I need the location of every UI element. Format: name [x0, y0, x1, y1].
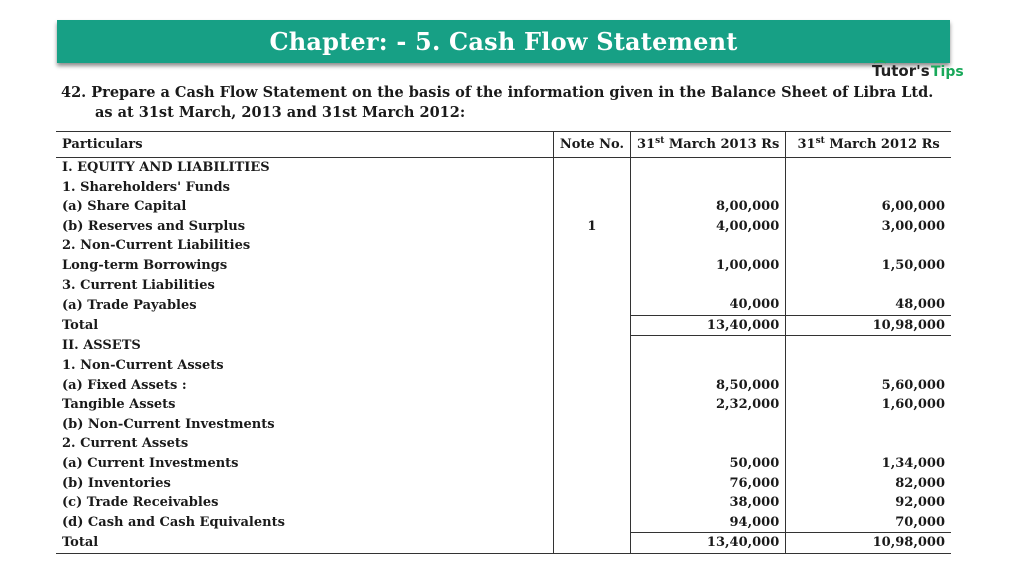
total-row — [56, 315, 951, 336]
row-2013 — [631, 236, 786, 256]
row-label: (a) Current Investments — [62, 455, 239, 471]
row-note — [553, 256, 630, 276]
row-2012: 1,60,000 — [786, 395, 951, 415]
row-2013: 40,000 — [631, 295, 786, 315]
row-label: (a) Share Capital — [62, 199, 187, 215]
row-note — [553, 158, 630, 178]
row-note: 1 — [553, 217, 630, 237]
table-row — [56, 454, 951, 474]
row-2012 — [786, 415, 951, 435]
row-label: 2. Current Assets — [62, 436, 189, 452]
balance-sheet-table — [56, 131, 951, 554]
row-label: (a) Trade Payables — [62, 297, 197, 313]
row-2013: 50,000 — [631, 454, 786, 474]
logo-tutors-text: Tutor's — [872, 62, 930, 80]
total-label: Total — [56, 533, 553, 554]
row-2012: 70,000 — [786, 513, 951, 533]
total-2012: 10,98,000 — [786, 315, 951, 336]
row-note — [553, 356, 630, 376]
row-label: 1. Shareholders' Funds — [62, 179, 230, 195]
table-row — [56, 395, 951, 415]
header-2013-sup: st — [655, 136, 665, 146]
table-row — [56, 197, 951, 217]
row-note — [553, 474, 630, 494]
row-note — [553, 533, 630, 554]
total-2012: 10,98,000 — [786, 533, 951, 554]
table-row — [56, 356, 951, 376]
row-note — [553, 236, 630, 256]
row-note — [553, 336, 630, 356]
header-2013-day: 31 — [637, 137, 656, 152]
table-row — [56, 493, 951, 513]
question-text — [61, 83, 941, 123]
logo-tips-text: Tips — [931, 64, 964, 80]
row-label: 1. Non-Current Assets — [62, 357, 224, 373]
row-2012: 1,50,000 — [786, 256, 951, 276]
total-2013: 13,40,000 — [631, 315, 786, 336]
row-label: Tangible Assets — [62, 397, 176, 413]
row-label: (c) Trade Receivables — [62, 495, 219, 511]
row-note — [553, 315, 630, 336]
row-2012 — [786, 236, 951, 256]
total-row — [56, 533, 951, 554]
table-row — [56, 434, 951, 454]
table-row — [56, 336, 951, 356]
total-label: Total — [62, 318, 99, 334]
row-2012: 48,000 — [786, 295, 951, 315]
row-2012: 3,00,000 — [786, 217, 951, 237]
table-row — [56, 256, 951, 276]
chapter-title: Chapter: - 5. Cash Flow Statement — [269, 27, 738, 56]
header-2012 — [786, 132, 951, 158]
tutors-tips-logo — [872, 60, 962, 84]
header-2012-sup: st — [815, 136, 825, 146]
row-2013: 8,00,000 — [631, 197, 786, 217]
row-note — [553, 513, 630, 533]
row-note — [553, 376, 630, 396]
row-2012 — [786, 356, 951, 376]
row-note — [553, 295, 630, 315]
table-row — [56, 276, 951, 296]
row-label: I. EQUITY AND LIABILITIES — [62, 160, 270, 175]
row-label: (d) Cash and Cash Equivalents — [62, 515, 285, 531]
chapter-banner — [57, 20, 950, 63]
table-row — [56, 217, 951, 237]
row-2012: 92,000 — [786, 493, 951, 513]
row-2013: 76,000 — [631, 474, 786, 494]
row-label: 2. Non-Current Liabilities — [62, 238, 251, 254]
row-2013 — [631, 434, 786, 454]
row-label: II. ASSETS — [62, 338, 141, 354]
row-2013 — [631, 178, 786, 198]
row-2013: 1,00,000 — [631, 256, 786, 276]
table-row — [56, 178, 951, 198]
table-row — [56, 158, 951, 178]
row-2013: 2,32,000 — [631, 395, 786, 415]
row-2013 — [631, 276, 786, 296]
row-note — [553, 395, 630, 415]
row-2013: 4,00,000 — [631, 217, 786, 237]
row-2013 — [631, 158, 786, 178]
row-2013: 38,000 — [631, 493, 786, 513]
row-label: (a) Fixed Assets : — [62, 377, 187, 393]
row-2012: 82,000 — [786, 474, 951, 494]
row-note — [553, 415, 630, 435]
table-header-row — [56, 132, 951, 158]
row-2012: 1,34,000 — [786, 454, 951, 474]
row-2012: 6,00,000 — [786, 197, 951, 217]
row-note — [553, 178, 630, 198]
row-note — [553, 454, 630, 474]
total-2013: 13,40,000 — [631, 533, 786, 554]
table-row — [56, 376, 951, 396]
table-row — [56, 474, 951, 494]
question-line-2: as at 31st March, 2013 and 31st March 2012: — [95, 104, 466, 121]
header-note-no: Note No. — [553, 132, 630, 158]
row-label: (b) Non-Current Investments — [62, 416, 275, 432]
row-2013 — [631, 356, 786, 376]
header-2012-day: 31 — [797, 137, 816, 152]
header-particulars: Particulars — [56, 132, 553, 158]
row-2013: 94,000 — [631, 513, 786, 533]
table-row — [56, 295, 951, 315]
row-note — [553, 276, 630, 296]
row-2012 — [786, 178, 951, 198]
row-label: (b) Reserves and Surplus — [62, 218, 246, 234]
row-note — [553, 493, 630, 513]
header-2013 — [631, 132, 786, 158]
row-2012 — [786, 434, 951, 454]
table-row — [56, 415, 951, 435]
row-2012 — [786, 276, 951, 296]
row-note — [553, 434, 630, 454]
header-2013-rest: March 2013 Rs — [664, 137, 780, 152]
row-2013 — [631, 336, 786, 356]
header-2012-rest: March 2012 Rs — [824, 137, 940, 152]
row-2013 — [631, 415, 786, 435]
row-label: Long-term Borrowings — [62, 257, 228, 273]
table-row — [56, 236, 951, 256]
row-2013: 8,50,000 — [631, 376, 786, 396]
row-note — [553, 197, 630, 217]
row-2012 — [786, 158, 951, 178]
row-2012: 5,60,000 — [786, 376, 951, 396]
question-line-1: 42. Prepare a Cash Flow Statement on the basis of the information given in the Balance Sheet of Libra Ltd. — [61, 84, 934, 101]
table-row — [56, 513, 951, 533]
row-label: 3. Current Liabilities — [62, 277, 215, 293]
row-2012 — [786, 336, 951, 356]
row-label: (b) Inventories — [62, 475, 171, 491]
